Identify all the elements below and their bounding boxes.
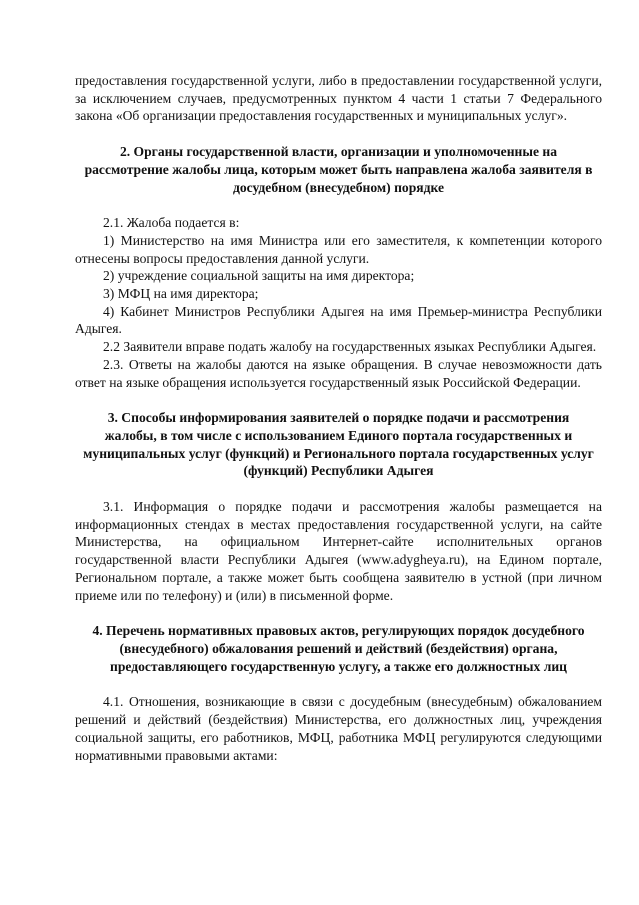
paragraph-2-3: 2.3. Ответы на жалобы даются на языке обращения. В случае невозможности дать ответ на языке обращения используется государственный язык Российской Федерации. <box>75 356 602 390</box>
list-item-2-1-3: 3) МФЦ на имя директора; <box>103 286 259 302</box>
section-3-heading: 3. Способы информирования заявителей о порядке подачи и рассмотрения жалобы, в том числе с использованием Единого портала государственных и муниципальных услуг (функций) и Регионального портала государственных услуг (функций) Республики Адыгея <box>83 410 594 479</box>
section-2-heading: 2. Органы государственной власти, организации и уполномоченные на рассмотрение жалобы лица, которым может быть направлена жалоба заявителя в досудебном (внесудебном) порядке <box>84 144 593 195</box>
list-item-2-1-2: 2) учреждение социальной защиты на имя директора; <box>103 268 415 284</box>
list-item-2-1-1: 1) Министерство на имя Министра или его заместителя, к компетенции которого отнесены вопросы предоставления данной услуги. <box>75 232 602 266</box>
paragraph-4-1: 4.1. Отношения, возникающие в связи с досудебным (внесудебным) обжалованием решений и действий (бездействия) Министерства, его должностных лиц, учреждения социальной защиты, его работников, МФЦ, работника МФЦ регулируются следующими нормативными правовыми актами: <box>75 694 602 763</box>
document-content <box>75 72 602 764</box>
section-4-heading: 4. Перечень нормативных правовых актов, регулирующих порядок досудебного (внесудебного) обжалования решений и действий (бездействия) органа, предоставляющего государственную услугу, а также его должностных лиц <box>92 623 585 674</box>
intro-paragraph: предоставления государственной услуги, либо в предоставлении государственной услуги, за исключением случаев, предусмотренных пунктом 4 части 1 статьи 7 Федерального закона «Об организации предоставления государственных и муниципальных услуг». <box>75 73 602 124</box>
paragraph-3-1: 3.1. Информация о порядке подачи и рассмотрения жалобы размещается на информационных стендах в местах предоставления государственной услуги, на сайте Министерства, на официальном Интернет-сайте исполнительных органов государственной власти Республики Адыгея (www.adygheya.ru), на Едином портале, Региональном портале, а также может быть сообщена заявителю в устной (при личном приеме или по телефону) и (или) в письменной форме. <box>75 499 602 603</box>
paragraph-2-1: 2.1. Жалоба подается в: <box>103 215 240 231</box>
list-item-2-1-4: 4) Кабинет Министров Республики Адыгея на имя Премьер-министра Республики Адыгея. <box>75 303 602 337</box>
paragraph-2-2: 2.2 Заявители вправе подать жалобу на государственных языках Республики Адыгея. <box>103 339 597 355</box>
